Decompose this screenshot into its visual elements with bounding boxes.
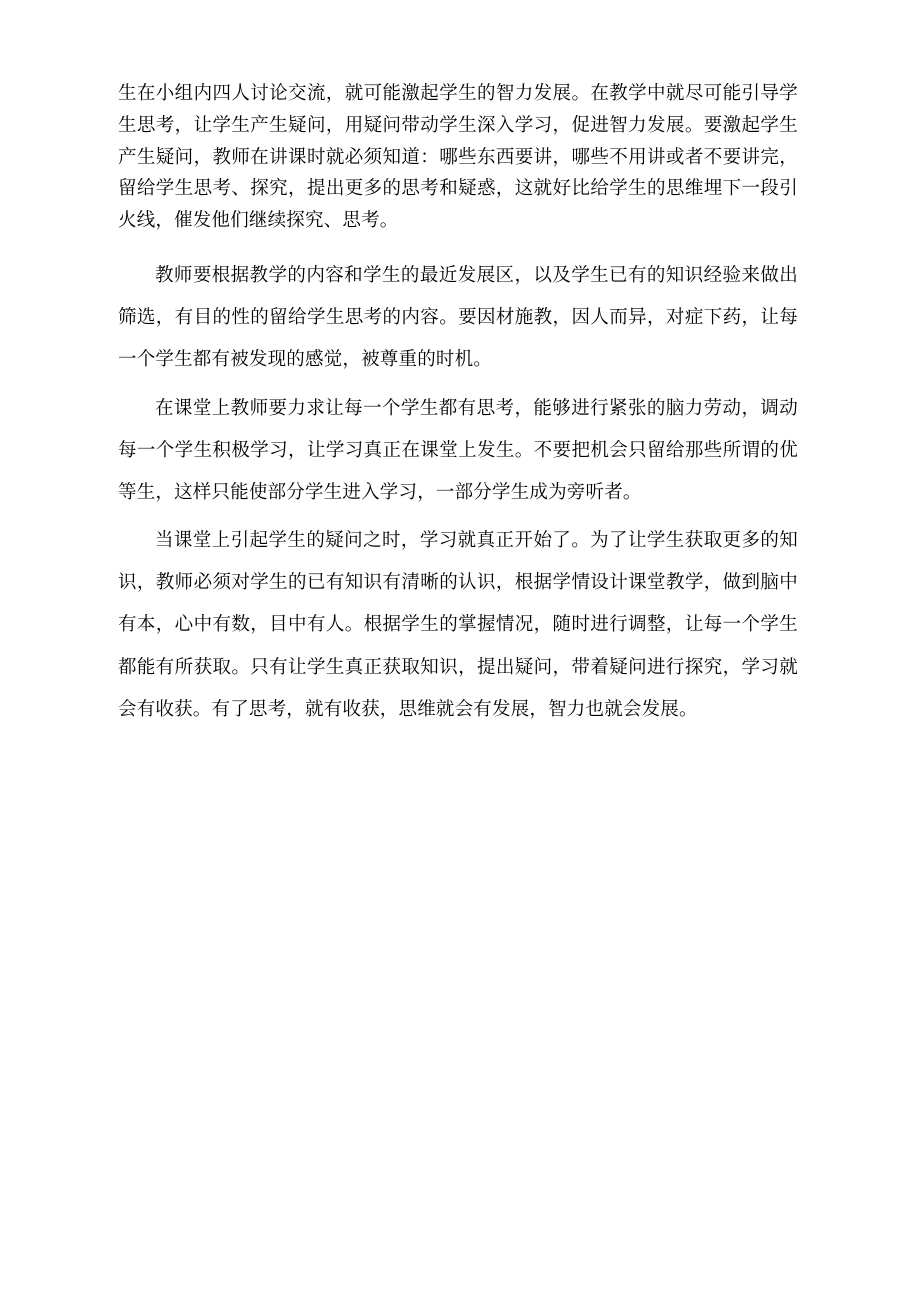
paragraph-doubt-learning: 当课堂上引起学生的疑问之时，学习就真正开始了。为了让学生获取更多的知识，教师必须对学生的已有知识有清晰的认识，根据学情设计课堂教学，做到脑中有本，心中有数，目中有人。根据学生的掌握情况，随时进行调整，让每一个学生都能有所获取。只有让学生真正获取知识，提出疑问，带着疑问进行探究，学习就会有收获。有了思考，就有收获，思维就会有发展，智力也就会发展。 bbox=[118, 530, 798, 720]
paragraph-teacher-selection: 教师要根据教学的内容和学生的最近发展区，以及学生已有的知识经验来做出筛选，有目的性的留给学生思考的内容。要因材施教，因人而异，对症下药，让每一个学生都有被发现的感觉，被尊重的时机。 bbox=[118, 265, 798, 371]
document-body bbox=[118, 78, 798, 731]
paragraph-continued: 生在小组内四人讨论交流，就可能激起学生的智力发展。在教学中就尽可能引导学生思考，让学生产生疑问，用疑问带动学生深入学习，促进智力发展。要激起学生产生疑问，教师在讲课时就必须知道：哪些东西要讲，哪些不用讲或者不要讲完，留给学生思考、探究，提出更多的思考和疑惑，这就好比给学生的思维埋下一段引火线，催发他们继续探究、思考。 bbox=[118, 83, 798, 232]
paragraph-classroom-thinking: 在课堂上教师要力求让每一个学生都有思考，能够进行紧张的脑力劳动，调动每一个学生积极学习，让学习真正在课堂上发生。不要把机会只留给那些所谓的优等生，这样只能使部分学生进入学习，一部分学生成为旁听者。 bbox=[118, 397, 798, 503]
